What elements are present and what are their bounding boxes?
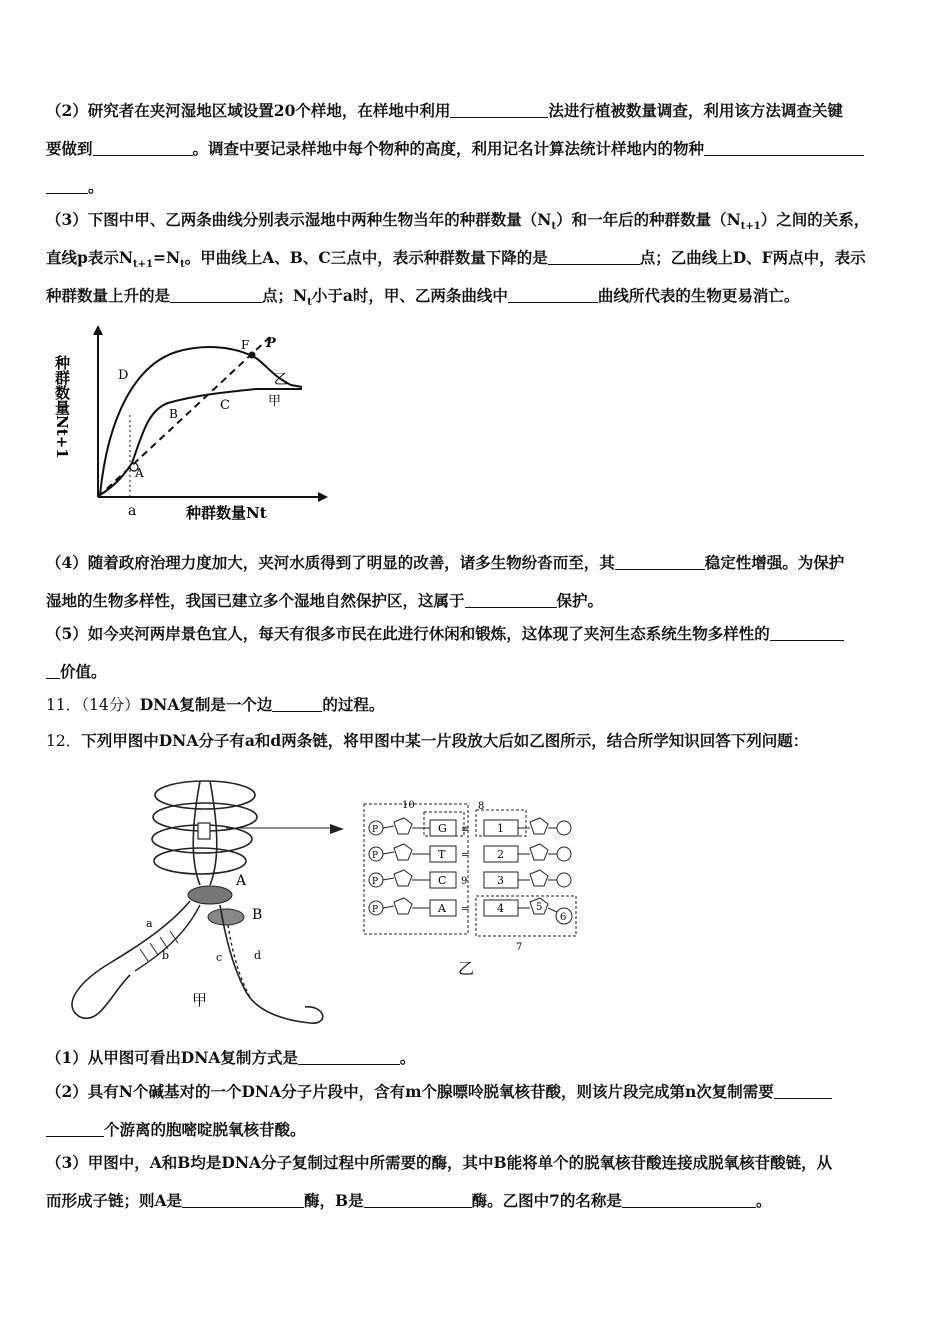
svg-text:3: 3 (497, 874, 504, 887)
svg-text:C: C (438, 874, 447, 887)
svg-text:6: 6 (560, 912, 567, 923)
answer-blank[interactable] (46, 663, 60, 679)
point-label-D: D (118, 368, 129, 383)
population-curve-chart (53, 325, 326, 525)
svg-text:P: P (372, 851, 379, 861)
q10-2-line2: 要做到 。调查中要记录样地中每个物种的高度，利用记名计算法统计样地内的物种 (46, 138, 908, 160)
nucleotide-row-3 (369, 870, 571, 888)
dna-structure-figure-yi (358, 798, 588, 988)
figure-title-yi: 乙 (458, 959, 475, 978)
answer-blank[interactable] (364, 1192, 472, 1208)
svg-text:≡: ≡ (461, 824, 470, 835)
q10-5-line1: （5）如今夹河两岸景色宜人，每天有很多市民在此进行休闲和锻炼，这体现了夹河生态系统生物多样性的 (46, 623, 908, 645)
nucleotide-row-1 (369, 818, 571, 836)
label-d: d (254, 949, 262, 962)
answer-blank[interactable] (704, 140, 864, 156)
point-F (249, 352, 256, 359)
line-label-p: P (266, 336, 276, 351)
svg-text:P: P (372, 905, 379, 915)
base-pair-rungs (140, 931, 178, 961)
q12-3-line1: （3）甲图中，A和B均是DNA分子复制过程中所需要的酶，其中B能将单个的脱氧核苷酸连接成脱氧核苷酸链，从 (46, 1153, 833, 1172)
svg-text:5: 5 (536, 902, 543, 913)
svg-text:P: P (372, 877, 379, 887)
svg-text:P: P (372, 825, 379, 835)
q10-3-line2: 直线p表示$N_{t+1}=N_t$。甲曲线上A、B、C三点中，表示种群数量下降的是 点；乙曲线上D、F两点中，表示 (46, 248, 866, 271)
q11-line: 11．（14分）DNA复制是一个边 的过程。 (46, 695, 385, 714)
nucleotide-row-2 (369, 844, 571, 862)
label-b: b (162, 949, 170, 962)
curve-label-jia: 甲 (268, 394, 282, 409)
y-axis-label: 种群数量Nt+1 (53, 355, 71, 459)
enlarge-arrowhead-icon (330, 822, 350, 836)
label-8: 8 (478, 801, 485, 812)
point-label-B: B (169, 407, 178, 421)
q12-3-line2: 而形成子链；则A是 酶，B是 酶。乙图中7的名称是 。 (46, 1191, 772, 1210)
answer-blank[interactable] (450, 102, 548, 118)
q10-4-line1: （4）随着政府治理力度加大，夹河水质得到了明显的改善，诸多生物纷沓而至，其 稳定性增强。为保护 (46, 553, 845, 572)
label-10: 10 (402, 800, 415, 811)
strand-c (228, 925, 250, 997)
q10-2-line3: 。 (46, 176, 908, 198)
dna-replication-figure-jia (50, 775, 340, 1035)
answer-blank[interactable] (182, 1192, 304, 1208)
answer-blank[interactable] (170, 287, 262, 303)
x-axis-label: 种群数量Nt (186, 504, 267, 522)
q12-2-line2: 个游离的胞嘧啶脱氧核苷酸。 (46, 1119, 908, 1141)
svg-text:T: T (438, 848, 446, 861)
x-axis-arrow-icon (318, 492, 328, 502)
answer-blank[interactable] (548, 249, 640, 265)
answer-blank[interactable] (93, 140, 193, 156)
q10-3-line3: 种群数量上升的是 点；$N_t$小于a时，甲、乙两条曲线中 曲线所代表的生物更易消亡。 (46, 286, 800, 309)
curve-label-yi: 乙 (274, 372, 288, 388)
q10-4-line2: 湿地的生物多样性，我国已建立多个湿地自然保护区，这属于 保护。 (46, 591, 604, 610)
x-marker-a: a (128, 503, 137, 519)
svg-text:9: 9 (461, 876, 468, 887)
point-label-C: C (220, 398, 230, 413)
q10-2-line1: （2）研究者在夹河湿地区域设置20个样地，在样地中利用 法进行植被数量调查，利用该方法调查关键 (46, 101, 843, 120)
answer-blank[interactable] (46, 178, 88, 194)
answer-blank[interactable] (615, 554, 705, 570)
svg-text:=: = (461, 904, 470, 915)
svg-text:A: A (438, 902, 446, 915)
svg-text:=: = (461, 850, 470, 861)
label-A: A (236, 873, 247, 889)
answer-blank[interactable] (622, 1192, 756, 1208)
point-label-A: A (135, 466, 144, 480)
figure-title-jia: 甲 (192, 991, 208, 1009)
y-axis-arrow-icon (93, 325, 103, 335)
answer-blank[interactable] (465, 592, 557, 608)
q10-5-line2: 价值。 (46, 661, 908, 683)
label-B: B (252, 907, 263, 923)
q12-1-line: （1）从甲图可看出DNA复制方式是 。 (46, 1048, 416, 1067)
svg-text:2: 2 (497, 848, 504, 861)
nucleotide-row-4 (369, 898, 572, 924)
svg-text:1: 1 (497, 822, 504, 835)
q12-line: 12．下列甲图中DNA分子有a和d两条链，将甲图中某一片段放大后如乙图所示，结合所学知识回答下列问题： (46, 731, 809, 750)
answer-blank[interactable] (298, 1049, 400, 1065)
enzyme-B (208, 909, 244, 925)
svg-text:G: G (438, 822, 447, 835)
highlight-segment (198, 823, 210, 839)
answer-blank[interactable] (774, 1083, 832, 1099)
label-c: c (216, 951, 223, 964)
answer-blank[interactable] (272, 696, 322, 712)
q10-3-line1: （3）下图中甲、乙两条曲线分别表示湿地中两种生物当年的种群数量$(N_t)$和一年后的种群数量$(N_{t+1})$之间的关系， (46, 210, 870, 233)
q12-2-line1: （2）具有N个碱基对的一个DNA分子片段中，含有m个腺嘌呤脱氧核苷酸，则该片段完成第n次复制需要 (46, 1081, 908, 1103)
answer-blank[interactable] (770, 625, 844, 641)
answer-blank[interactable] (46, 1121, 104, 1137)
answer-blank[interactable] (508, 287, 598, 303)
strand-a (72, 901, 190, 1018)
svg-text:4: 4 (497, 902, 504, 915)
label-7: 7 (516, 942, 523, 953)
point-label-F: F (241, 338, 250, 352)
enzyme-A (188, 886, 232, 904)
label-a: a (146, 917, 153, 930)
